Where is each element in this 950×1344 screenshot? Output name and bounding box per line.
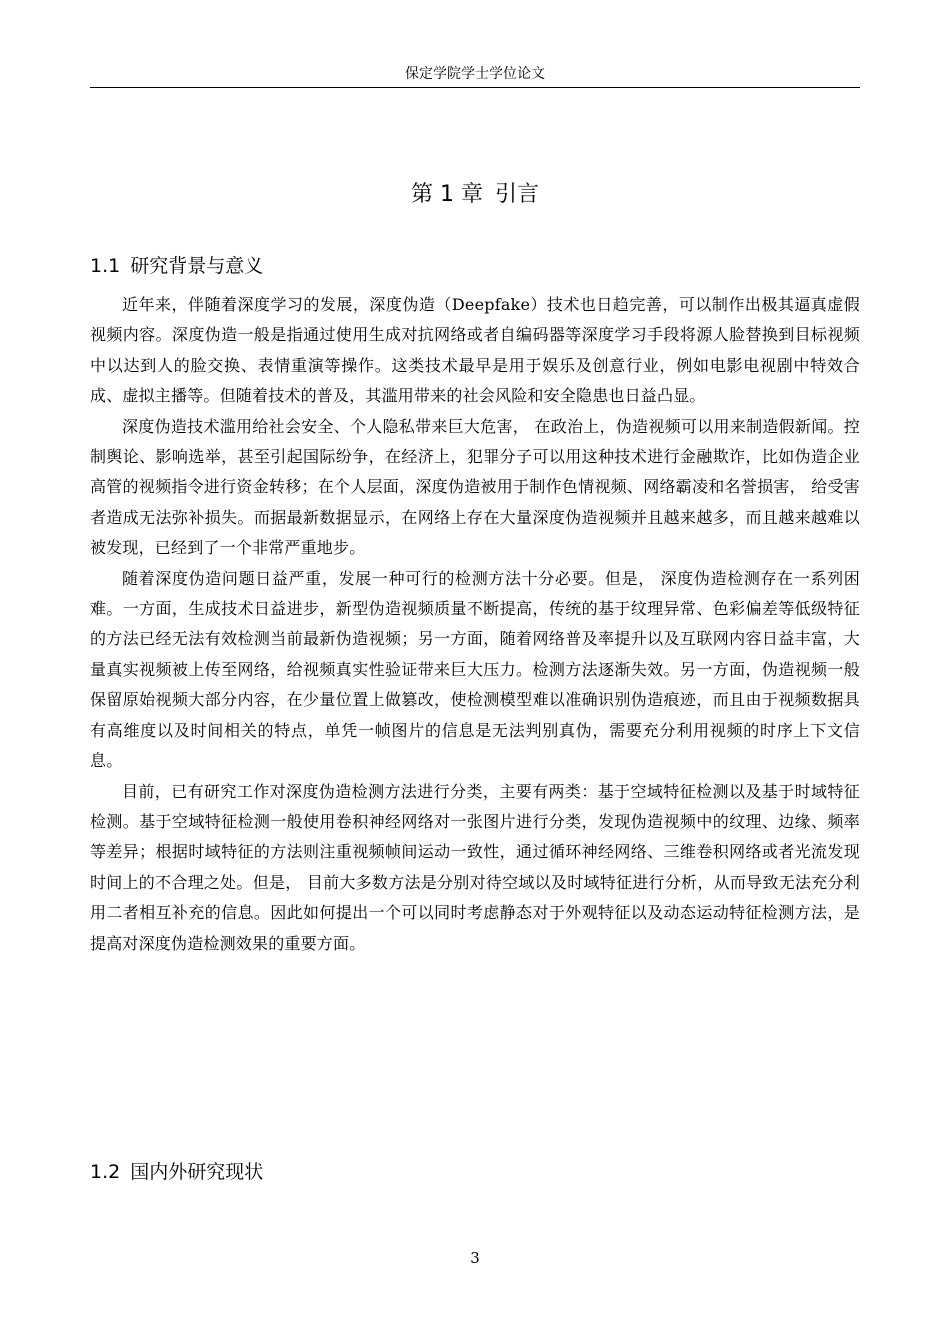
page-header: 保定学院学士学位论文 [405,66,545,82]
section-title: 国内外研究现状 [130,1161,264,1183]
section-body [90,290,860,959]
section-heading-1-2 [90,1158,263,1186]
page-number: 3 [470,1249,480,1267]
chapter-label: 第 1 章 [411,182,483,207]
section-number: 1.2 [90,1161,121,1183]
paragraph: 近年来，伴随着深度学习的发展，深度伪造（Deepfake）技术也日趋完善，可以制作出极其逼真虚假视频内容。深度伪造一般是指通过使用生成对抗网络或者自编码器等深度学习手段将源人脸替换到目标视频中以达到人的脸交换、表情重演等操作。这类技术最早是用于娱乐及创意行业，例如电影电视剧中特效合成、虚拟主播等。但随着技术的普及，其滥用带来的社会风险和安全隐患也日益凸显。 [90,295,860,406]
section-title: 研究背景与意义 [130,255,264,277]
section-heading-1-1 [90,252,263,280]
paragraph: 目前，已有研究工作对深度伪造检测方法进行分类，主要有两类：基于空域特征检测以及基于时域特征检测。基于空域特征检测一般使用卷积神经网络对一张图片进行分类，发现伪造视频中的纹理、边缘、频率等差异；根据时域特征的方法则注重视频帧间运动一致性，通过循环神经网络、三维卷积网络或者光流发现时间上的不合理之处。但是， 目前大多数方法是分别对待空域以及时域特征进行分析，从而导致无法充分利用二者相互补充的信息。因此如何提出一个可以同时考虑静态对于外观特征以及动态运动特征检测方法，是提高对深度伪造检测效果的重要方面。 [90,781,860,953]
section-number: 1.1 [90,255,121,277]
chapter-name: 引言 [494,182,539,207]
paragraph: 深度伪造技术滥用给社会安全、个人隐私带来巨大危害， 在政治上，伪造视频可以用来制造假新闻。控制舆论、影响选举，甚至引起国际纷争，在经济上，犯罪分子可以用这种技术进行金融欺诈，比如伪造企业高管的视频指令进行资金转移；在个人层面，深度伪造被用于制作色情视频、网络霸凌和名誉损害， 给受害者造成无法弥补损失。而据最新数据显示，在网络上存在大量深度伪造视频并且越来越多，而且越来越难以被发现，已经到了一个非常严重地步。 [90,416,860,558]
chapter-title [90,180,860,210]
header-rule [90,87,860,88]
paragraph: 随着深度伪造问题日益严重，发展一种可行的检测方法十分必要。但是， 深度伪造检测存在一系列困难。一方面，生成技术日益进步，新型伪造视频质量不断提高，传统的基于纹理异常、色彩偏差等低级特征的方法已经无法有效检测当前最新伪造视频；另一方面，随着网络普及率提升以及互联网内容日益丰富，大量真实视频被上传至网络，给视频真实性验证带来巨大压力。检测方法逐渐失效。另一方面，伪造视频一般保留原始视频大部分内容，在少量位置上做篡改，使检测模型难以准确识别伪造痕迹，而且由于视频数据具有高维度以及时间相关的特点，单凭一帧图片的信息是无法判别真伪，需要充分利用视频的时序上下文信息。 [90,568,860,771]
